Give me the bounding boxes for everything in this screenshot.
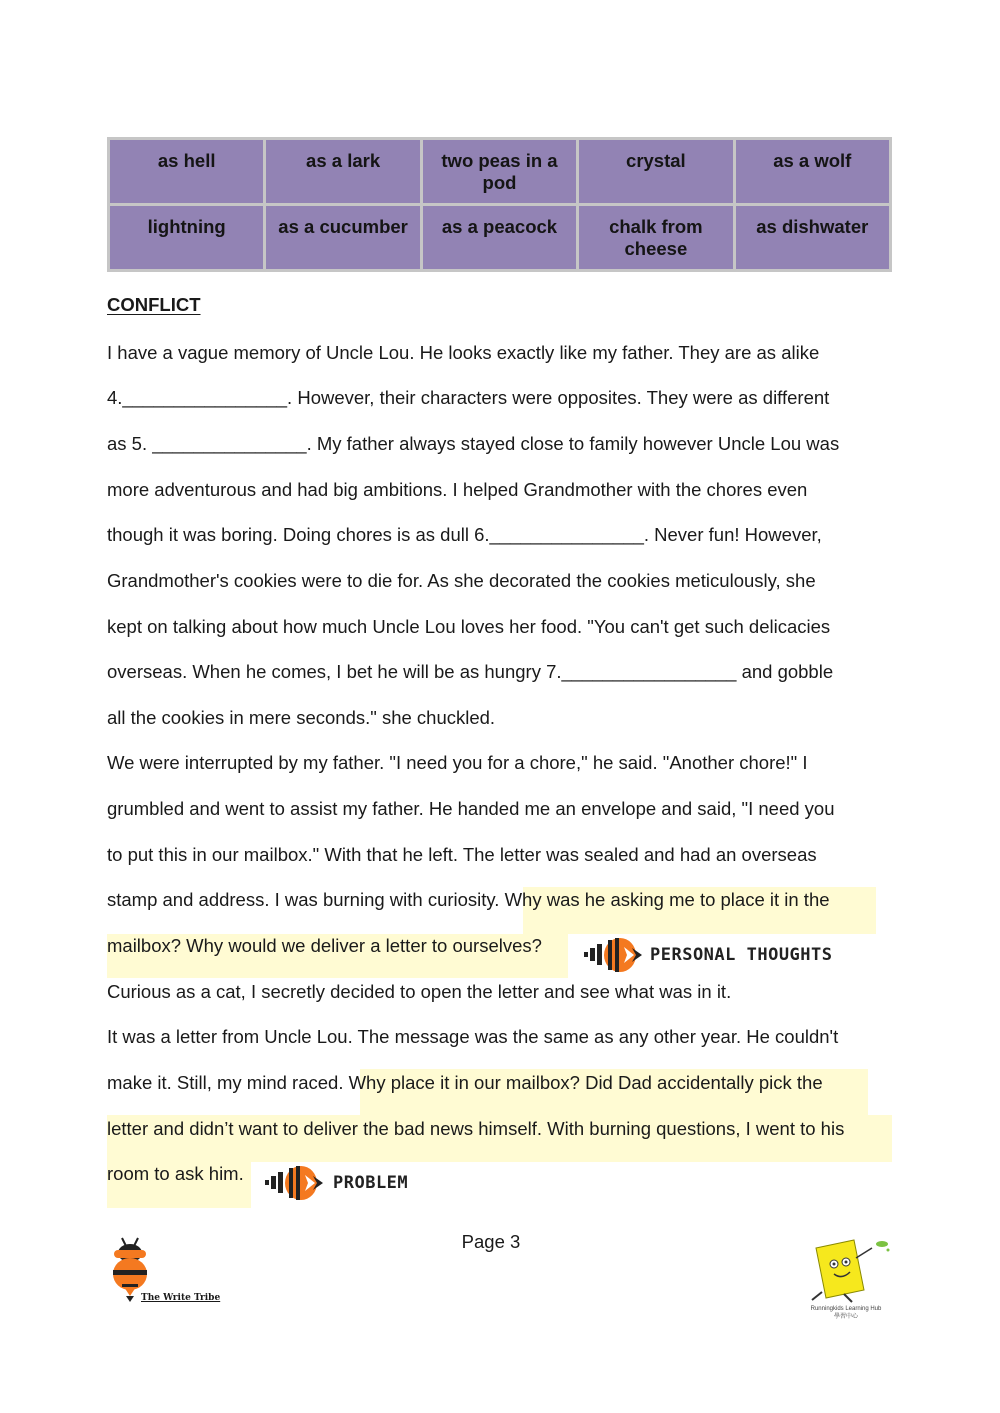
word-bank-cell: as a peacock: [421, 205, 577, 271]
word-bank-cell: two peas in a pod: [421, 139, 577, 205]
body-line: We were interrupted by my father. "I need you for a chore," he said. "Another chore!" I: [107, 752, 808, 773]
body-line: 4.________________. However, their characters were opposites. They were as different: [107, 387, 830, 408]
body-line: letter and didn’t want to deliver the bad news himself. With burning questions, I went to his: [107, 1118, 845, 1139]
problem-tag: [263, 1162, 408, 1204]
section-title: CONFLICT: [107, 294, 201, 315]
body-line: I have a vague memory of Uncle Lou. He looks exactly like my father. They are as alike: [107, 342, 820, 363]
page-number: Page 3: [461, 1231, 521, 1252]
word-bank-cell: as dishwater: [734, 205, 890, 271]
body-line: [107, 886, 830, 914]
plain-text: stamp and address. I was burning with curiosity.: [107, 889, 505, 910]
body-line: kept on talking about how much Uncle Lou loves her food. "You can't get such delicacies: [107, 616, 831, 637]
plain-text: make it. Still, my mind raced.: [107, 1072, 349, 1093]
learning-hub-text: [786, 1305, 906, 1321]
body-line: Curious as a cat, I secretly decided to open the letter and see what was in it.: [107, 981, 732, 1002]
body-line: all the cookies in mere seconds." she chuckled.: [107, 707, 496, 728]
word-bank-cell: as hell: [109, 139, 265, 205]
word-bank-cell: lightning: [109, 205, 265, 271]
body-line: mailbox? Why would we deliver a letter to ourselves?: [107, 935, 542, 956]
personal-thoughts-tag: [584, 934, 833, 976]
body-line: It was a letter from Uncle Lou. The message was the same as any other year. He couldn't: [107, 1026, 839, 1047]
table-row: [109, 205, 891, 271]
highlighted-text: Why was he asking me to place it in the: [504, 889, 830, 910]
body-line: to put this in our mailbox." With that he left. The letter was sealed and had an overseas: [107, 844, 817, 865]
word-bank-cell: chalk from cheese: [578, 205, 734, 271]
highlighted-text: Why place it in our mailbox? Did Dad accidentally pick the: [348, 1072, 823, 1093]
learning-hub-name: Runningkids Learning Hub: [810, 1306, 882, 1312]
word-bank-cell: as a cucumber: [265, 205, 421, 271]
body-line: overseas. When he comes, I bet he will be as hungry 7._________________ and gobble: [107, 661, 834, 682]
word-bank-table: [107, 137, 892, 272]
word-bank-cell: as a wolf: [734, 139, 890, 205]
tag-label: PERSONAL THOUGHTS: [650, 945, 833, 965]
tag-label: PROBLEM: [333, 1173, 409, 1193]
learning-hub-book-logo: [802, 1228, 894, 1304]
word-bank-cell: crystal: [578, 139, 734, 205]
body-line: room to ask him.: [107, 1163, 244, 1184]
word-bank-cell: as a lark: [265, 139, 421, 205]
bee-icon: [263, 1162, 329, 1204]
learning-hub-chinese: 學習中心: [833, 1314, 858, 1320]
body-line: grumbled and went to assist my father. He handed me an envelope and said, "I need you: [107, 798, 835, 819]
body-line: as 5. _______________. My father always stayed close to family however Uncle Lou was: [107, 433, 840, 454]
body-line: though it was boring. Doing chores is as dull 6._______________. Never fun! However,: [107, 524, 822, 545]
body-line: more adventurous and had big ambitions. I helped Grandmother with the chores even: [107, 479, 808, 500]
table-row: [109, 139, 891, 205]
body-line: Grandmother's cookies were to die for. As she decorated the cookies meticulously, she: [107, 570, 816, 591]
write-tribe-text: The Write Tribe: [141, 1293, 221, 1303]
bee-icon: [584, 934, 646, 976]
body-line: [107, 1069, 823, 1097]
